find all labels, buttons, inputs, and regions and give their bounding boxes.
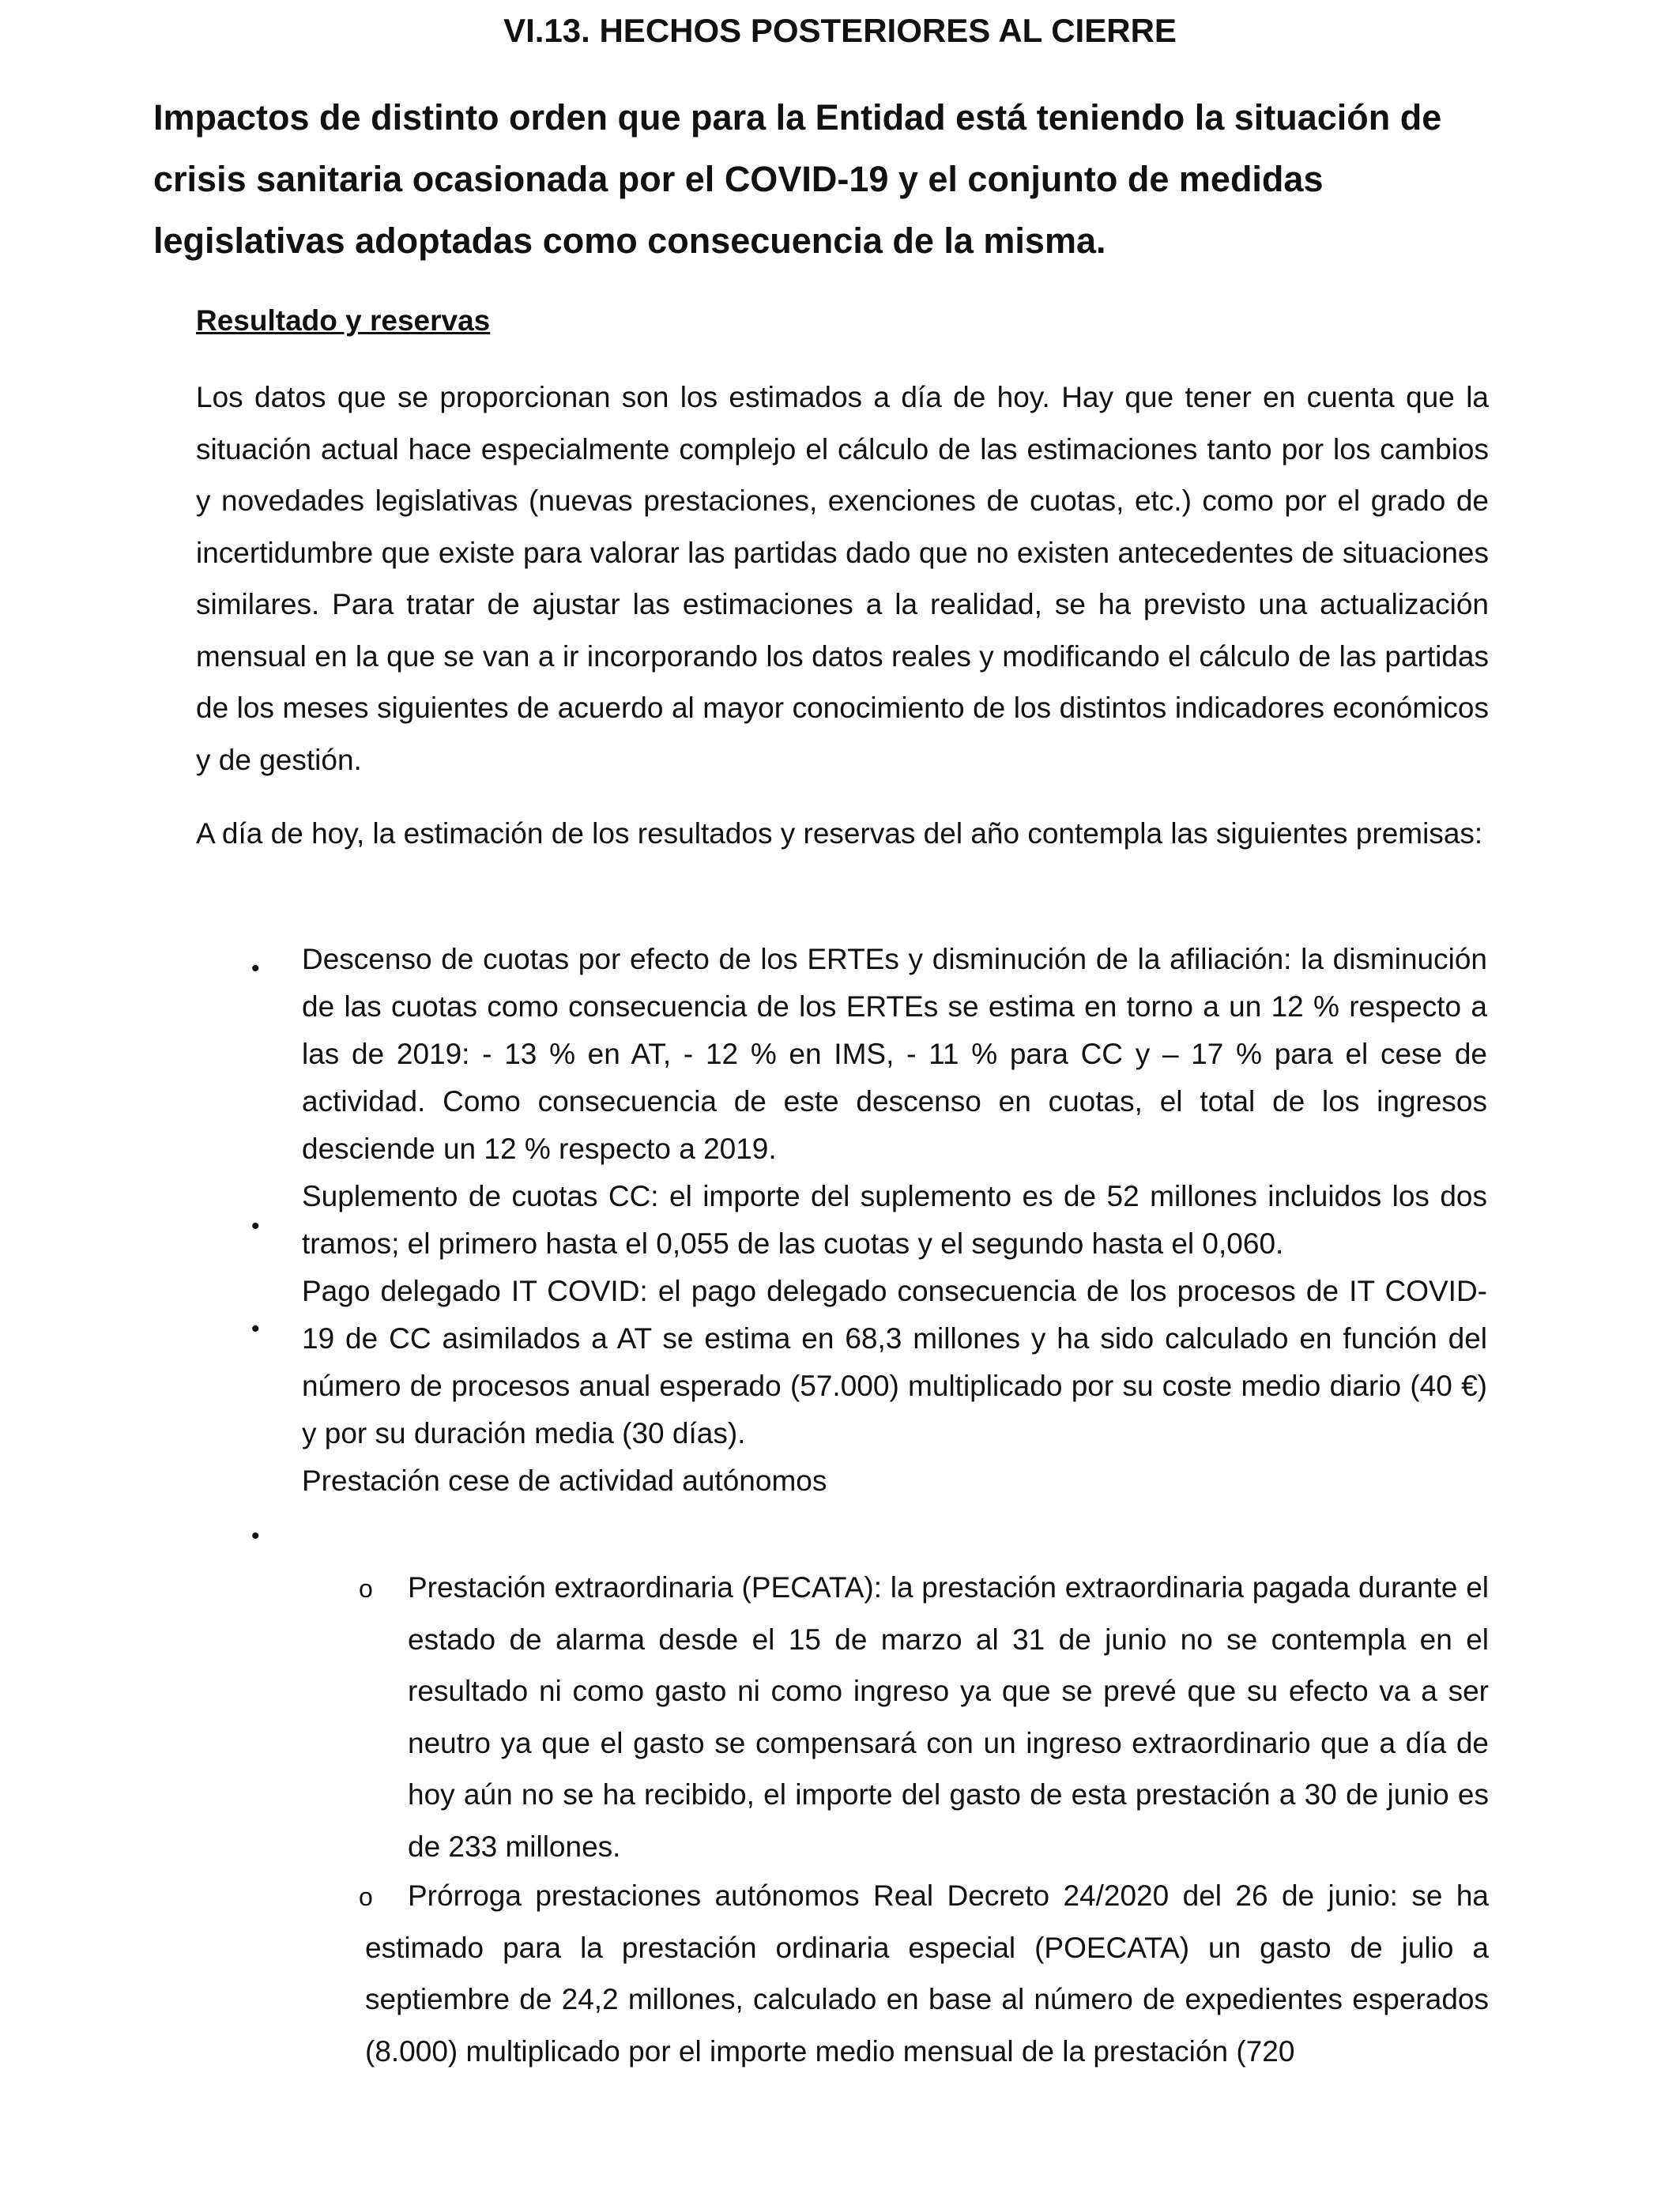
bullet-item-self-employed-benefit: Prestación cese de actividad autónomos xyxy=(302,1465,827,1497)
sub-bullet-marker: o xyxy=(359,1574,373,1603)
document-title: VI.13. HECHOS POSTERIORES AL CIERRE xyxy=(503,12,1177,49)
bullet-marker: • xyxy=(251,956,260,982)
document-subtitle: Impactos de distinto orden que para la Entidad está teniendo la situación de crisis sanitaria ocasionada por el COVID-19 y el conjunto de medidas legislativas adoptadas como consecuencia de la misma. xyxy=(153,97,1442,261)
bullet-marker: • xyxy=(251,1316,260,1342)
sub-bullet-item-pecata: Prestación extraordinaria (PECATA): la prestación extraordinaria pagada durante el estado de alarma desde el 15 de marzo al 31 de junio no se contempla en el resultado ni como gasto ni como ingreso ya que se prevé que su efecto va a ser neutro ya que el gasto se compensará con un ingreso extraordinario que a día de hoy aún no se ha recibido, el importe del gasto de esta prestación a 30 de junio es de 233 millones. xyxy=(408,1571,1489,1863)
bullet-marker: • xyxy=(251,1523,260,1549)
sub-bullet-marker: o xyxy=(359,1883,373,1911)
paragraph-premises-intro: A día de hoy, la estimación de los resultados y reservas del año contempla las siguientes premisas: xyxy=(196,817,1483,850)
bullet-item-delegated-payment: Pago delegado IT COVID: el pago delegado consecuencia de los procesos de IT COVID-19 de CC asimilados a AT se estima en 68,3 millones y ha sido calculado en función del número de procesos anual esperado (57.000) multiplicado por su coste medio diario (40 €) y por su duración media (30 días). xyxy=(302,1275,1487,1449)
bullet-item-quota-decrease: Descenso de cuotas por efecto de los ERTEs y disminución de la afiliación: la disminución de las cuotas como consecuencia de los ERTEs se estima en torno a un 12 % respecto a las de 2019: - 13 % en AT, - 12 % en IMS, - 11 % para CC y – 17 % para el cese de actividad. Como consecuencia de este descenso en cuotas, el total de los ingresos desciende un 12 % respecto a 2019. xyxy=(302,943,1487,1165)
bullet-item-cc-supplement: Suplemento de cuotas CC: el importe del suplemento es de 52 millones incluidos los dos tramos; el primero hasta el 0,055 de las cuotas y el segundo hasta el 0,060. xyxy=(302,1180,1487,1260)
section-heading: Resultado y reservas xyxy=(196,304,491,337)
sub-bullet-item-poecata: Prórroga prestaciones autónomos Real Decreto 24/2020 del 26 de junio: se ha estimado para la prestación ordinaria especial (POECATA) un gasto de julio a septiembre de 24,2 millones, calculado en base al número de expedientes esperados (8.000) multiplicado por el importe medio mensual de la prestación (720 xyxy=(365,1879,1489,2068)
paragraph-data-estimates: Los datos que se proporcionan son los estimados a día de hoy. Hay que tener en cuenta que la situación actual hace especialmente complejo el cálculo de las estimaciones tanto por los cambios y novedades legislativas (nuevas prestaciones, exenciones de cuotas, etc.) como por el grado de incertidumbre que existe para valorar las partidas dado que no existen antecedentes de situaciones similares. Para tratar de ajustar las estimaciones a la realidad, se ha previsto una actualización mensual en la que se van a ir incorporando los datos reales y modificando el cálculo de las partidas de los meses siguientes de acuerdo al mayor conocimiento de los distintos indicadores económicos y de gestión. xyxy=(196,381,1489,776)
bullet-marker: • xyxy=(251,1213,260,1239)
